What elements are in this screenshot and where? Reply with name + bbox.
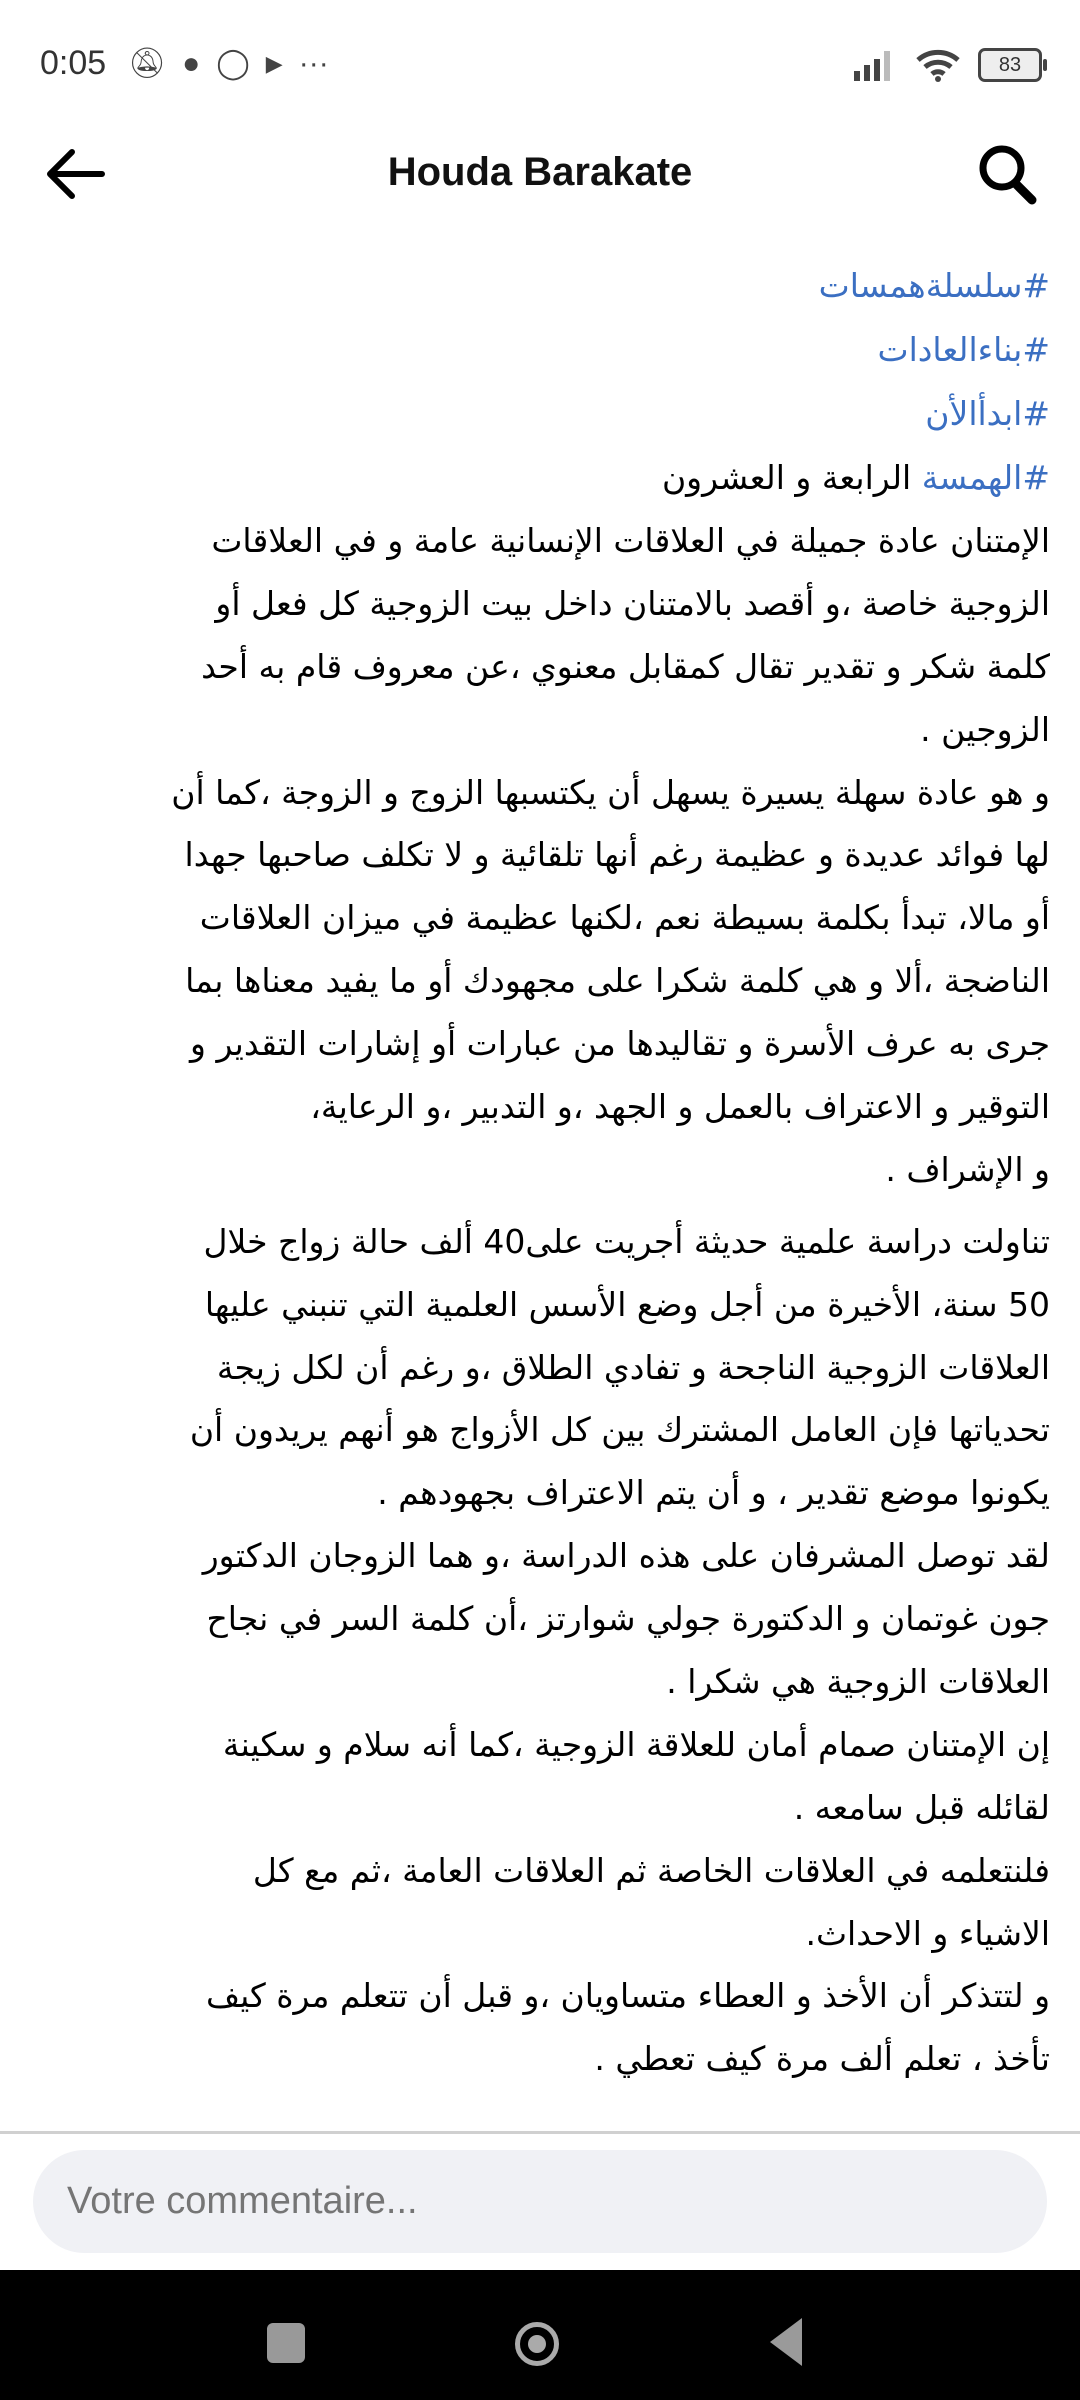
whatsapp-icon: ◯ — [216, 47, 250, 80]
text-line: إن الإمتنان صمام أمان للعلاقة الزوجية ،كما أنه سلام و سكينة — [222, 1724, 1050, 1764]
messenger-icon: ● — [182, 46, 201, 80]
text-line: لقائله قبل سامعه . — [793, 1787, 1050, 1827]
text-line: العلاقات الزوجية هي شكرا . — [666, 1662, 1050, 1702]
text-line: لها فوائد عديدة و عظيمة رغم أنها تلقائية و لا تكلف صاحبها جهدا — [184, 835, 1050, 875]
text-line: العلاقات الزوجية الناجحة و تفادي الطلاق ،و رغم أن لكل زيجة — [216, 1347, 1050, 1387]
hashtag-link[interactable]: #ابدأالأن — [925, 394, 1050, 433]
text-line: فلنتعلمه في العلاقات الخاصة ثم العلاقات العامة ،ثم مع كل — [252, 1850, 1050, 1890]
text-line: تناولت دراسة علمية حديثة أجريت على40 ألف حالة زواج خلال — [203, 1221, 1050, 1261]
text-line: التوقير و الاعتراف بالعمل و الجهد ،و التدبير ،و الرعاية، — [310, 1087, 1050, 1127]
divider — [0, 2131, 1080, 2134]
system-nav-bar — [0, 2270, 1080, 2400]
back-nav-button[interactable] — [770, 2318, 802, 2366]
text-line: 50 سنة، الأخيرة من أجل وضع الأسس العلمية التي تنبني عليها — [204, 1284, 1050, 1324]
mute-bell-icon: 🔕︎ — [128, 47, 167, 80]
hashtag-link[interactable]: #سلسلةهمسات — [818, 266, 1050, 305]
recents-button[interactable] — [267, 2323, 305, 2363]
paragraph-1 — [20, 510, 1050, 1202]
more-notifications-icon: ··· — [298, 46, 329, 80]
post-body — [20, 254, 1050, 2091]
wifi-icon — [916, 48, 960, 82]
text-line: الإمتنان عادة جميلة في العلاقات الإنسانية عامة و في العلاقات — [211, 521, 1050, 560]
text-line: كلمة شكر و تقدير تقال كمقابل معنوي ،عن معروف قام به أحد — [201, 646, 1050, 686]
status-bar — [0, 0, 1080, 130]
text-line: جرى به عرف الأسرة و تقاليدها من عبارات أو إشارات التقدير و — [190, 1024, 1050, 1064]
hashtag-link[interactable]: #بناءالعادات — [877, 330, 1050, 369]
signal-icon — [852, 49, 898, 81]
comment-input[interactable] — [33, 2150, 1047, 2253]
text-line: و هو عادة سهلة يسيرة يسهل أن يكتسبها الزوج و الزوجة ،كما أن — [171, 772, 1050, 812]
app-header — [0, 130, 1080, 220]
battery-indicator: 83 — [978, 48, 1042, 82]
home-button[interactable] — [515, 2322, 559, 2366]
text-line: الزوجين . — [920, 709, 1050, 749]
text-line: الناضجة ،ألا و هي كلمة شكرا على مجهودك أو ما يفيد معناها بما — [185, 961, 1050, 1001]
paragraph-2 — [20, 1211, 1050, 2091]
text-line: أو مالا، تبدأ بكلمة بسيطة نعم ،لكنها عظيمة في ميزان العلاقات — [199, 898, 1050, 938]
search-icon[interactable] — [976, 142, 1040, 208]
play-store-icon: ▶ — [265, 50, 283, 76]
text-line: و الإشراف . — [885, 1149, 1050, 1189]
text-line: الاشياء و الاحداث. — [805, 1913, 1050, 1953]
post-heading: الرابعة و العشرون — [661, 458, 922, 497]
text-line: تحدياتها فإن العامل المشترك بين كل الأزواج هو أنهم يريدون أن — [189, 1410, 1050, 1450]
status-time: 0:05 — [40, 44, 107, 82]
text-line: يكونوا موضع تقدير ، و أن يتم الاعتراف بجهودهم . — [377, 1473, 1050, 1513]
hashtag-link[interactable]: #الهمسة — [921, 458, 1050, 497]
text-line: تأخذ ، تعلم ألف مرة كيف تعطي . — [594, 2039, 1050, 2079]
text-line: و لتتذكر أن الأخذ و العطاء متساويان ،و قبل أن تتعلم مرة كيف — [205, 1976, 1050, 2016]
text-line: جون غوتمان و الدكتورة جولي شوارتز ،أن كلمة السر في نجاح — [206, 1599, 1050, 1639]
text-line: الزوجية خاصة ،و أقصد بالامتنان داخل بيت الزوجية كل فعل أو — [215, 583, 1050, 623]
text-line: لقد توصل المشرفان على هذه الدراسة ،و هما الزوجان الدكتور — [202, 1536, 1050, 1576]
page-title: Houda Barakate — [387, 150, 693, 194]
